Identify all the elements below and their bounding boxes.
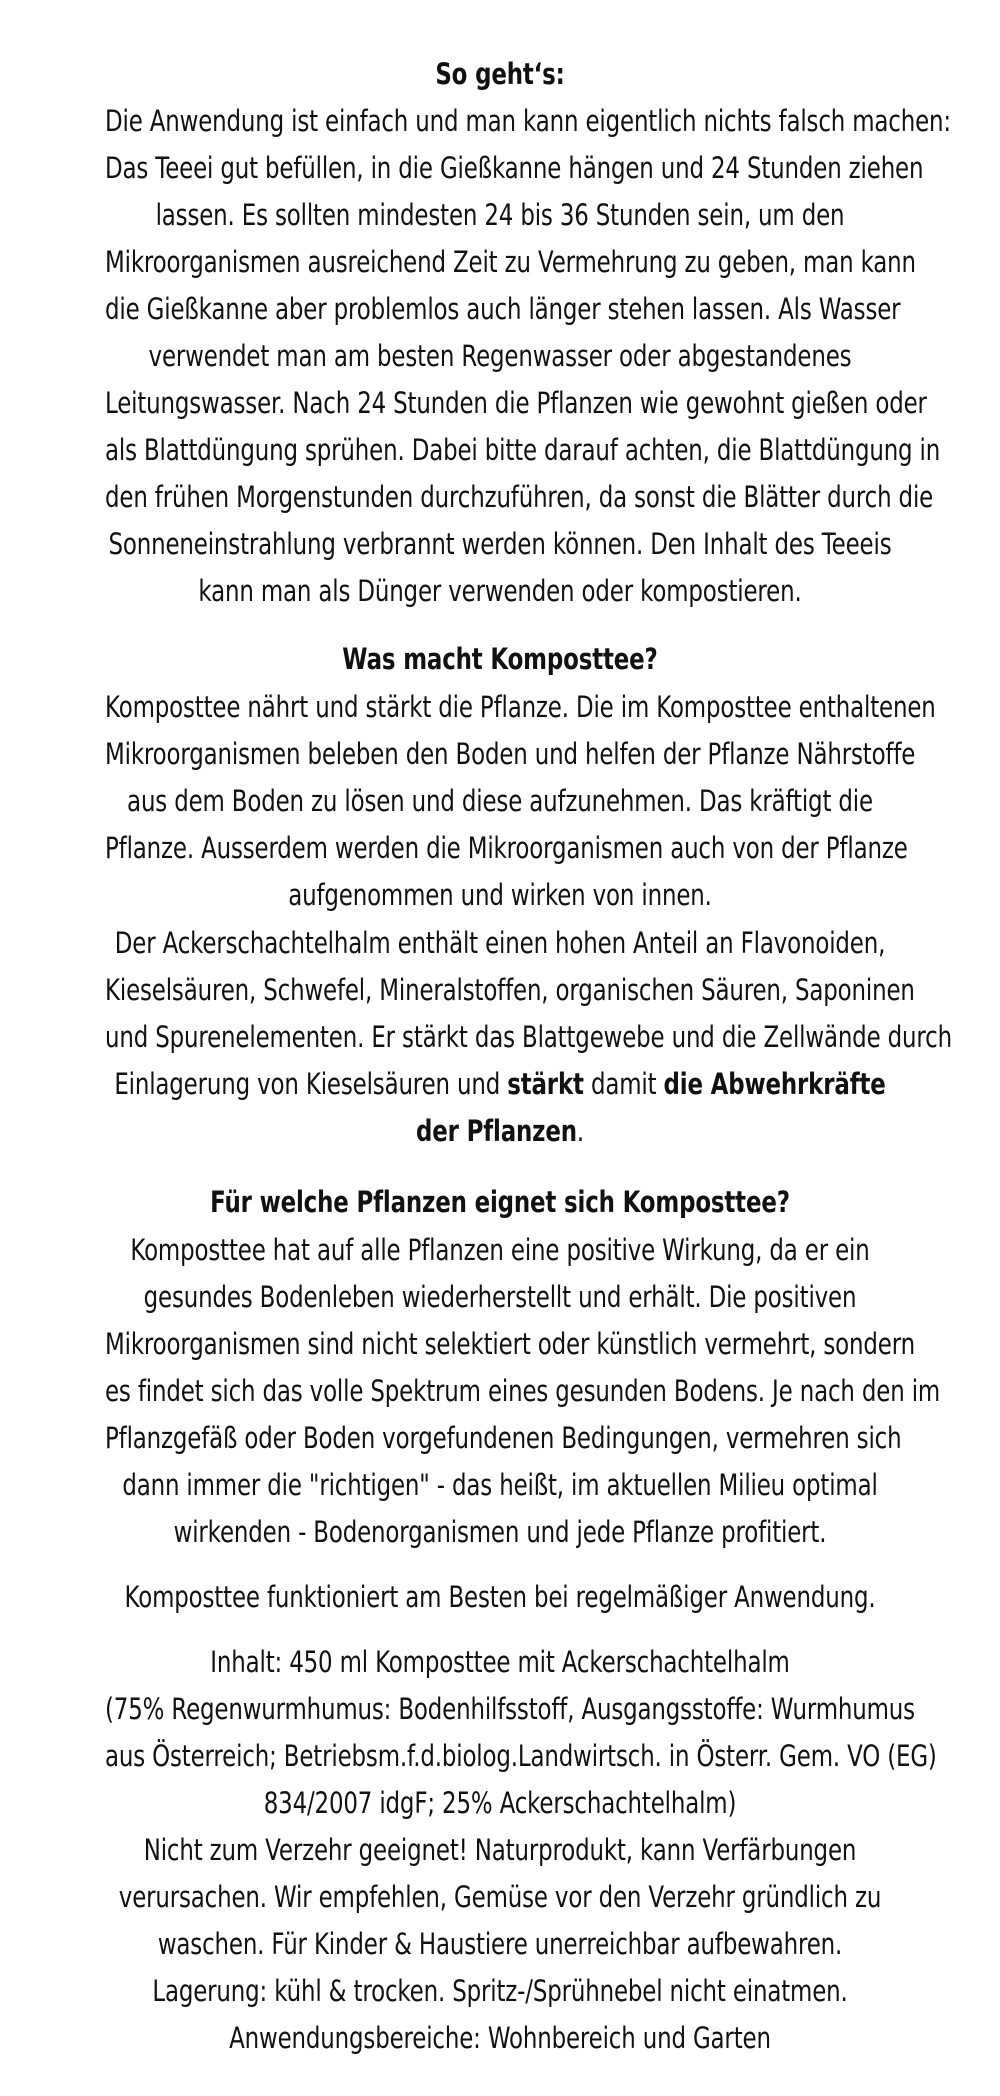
text-line: es findet sich das volle Spektrum eines gesunden Bodens. Je nach den im [105, 1374, 941, 1408]
text-line: den frühen Morgenstunden durchzuführen, da sonst die Blätter durch die [105, 480, 934, 514]
emphasis-staerkt: stärkt [507, 1067, 584, 1101]
text-line: Mikroorganismen beleben den Boden und helfen der Pflanze Nährstoffe [105, 737, 916, 771]
text-line: Inhalt: 450 ml Komposttee mit Ackerschachtelhalm [210, 1645, 790, 1679]
text-line: Pflanze. Ausserdem werden die Mikroorganismen auch von der Pflanze [105, 831, 908, 865]
text-line: 834/2007 idgF; 25% Ackerschachtelhalm) [263, 1786, 737, 1820]
text-line-emphasis [105, 1109, 895, 1153]
text-line: als Blattdüngung sprühen. Dabei bitte darauf achten, die Blattdüngung in [105, 433, 941, 467]
text-line: Lagerung: kühl & trocken. Spritz-/Sprühnebel nicht einatmen. [152, 1974, 848, 2008]
text-line: Komposttee funktioniert am Besten bei regelmäßiger Anwendung. [124, 1580, 876, 1614]
heading-was-macht-komposttee: Was macht Komposttee? [342, 642, 658, 676]
text-line: Mikroorganismen sind nicht selektiert oder künstlich vermehrt, sondern [105, 1327, 915, 1361]
text-line: Mikroorganismen ausreichend Zeit zu Vermehrung zu geben, man kann [105, 245, 916, 279]
text-line: Anwendungsbereiche: Wohnbereich und Garten [229, 2021, 771, 2055]
text-line: verursachen. Wir empfehlen, Gemüse vor den Verzehr gründlich zu [118, 1880, 882, 1914]
text-line: kann man als Dünger verwenden oder kompostieren. [198, 574, 802, 608]
text-line: aus dem Boden zu lösen und diese aufzunehmen. Das kräftigt die [127, 784, 873, 818]
text-line: lassen. Es sollten mindesten 24 bis 36 Stunden sein, um den [155, 198, 845, 232]
text-run: damit [583, 1067, 664, 1101]
text-line: dann immer die "richtigen" - das heißt, im aktuellen Milieu optimal [122, 1468, 878, 1502]
text-line: Nicht zum Verzehr geeignet! Naturprodukt, kann Verfärbungen [143, 1833, 857, 1867]
text-line: Pflanzgefäß oder Boden vorgefundenen Bedingungen, vermehren sich [105, 1421, 902, 1455]
text-line: Kieselsäuren, Schwefel, Mineralstoffen, organischen Säuren, Saponinen [105, 973, 915, 1007]
text-line: Leitungswasser. Nach 24 Stunden die Pflanzen wie gewohnt gießen oder [105, 386, 927, 420]
text-line: wirkenden - Bodenorganismen und jede Pflanze profitiert. [173, 1515, 827, 1549]
text-run: . [576, 1114, 585, 1148]
text-line: aufgenommen und wirken von innen. [288, 878, 712, 912]
emphasis-der-pflanzen: der Pflanzen [415, 1114, 577, 1148]
text-run: Einlagerung von Kieselsäuren und [114, 1067, 508, 1101]
text-line: Der Ackerschachtelhalm enthält einen hohen Anteil an Flavonoiden, [114, 926, 886, 960]
text-line-emphasis [105, 1062, 895, 1106]
text-line: (75% Regenwurmhumus: Bodenhilfsstoff, Ausgangsstoffe: Wurmhumus [105, 1692, 915, 1726]
heading-fuer-welche-pflanzen: Für welche Pflanzen eignet sich Komposttee? [210, 1185, 790, 1219]
text-line: Die Anwendung ist einfach und man kann eigentlich nichts falsch machen: [105, 104, 951, 138]
text-line: Sonneneinstrahlung verbrannt werden können. Den Inhalt des Teeeis [108, 527, 892, 561]
text-line: Komposttee hat auf alle Pflanzen eine positive Wirkung, da er ein [130, 1233, 870, 1267]
text-line: verwendet man am besten Regenwasser oder abgestandenes [148, 339, 852, 373]
text-line: waschen. Für Kinder & Haustiere unerreichbar aufbewahren. [157, 1927, 843, 1961]
text-line: Komposttee nährt und stärkt die Pflanze. Die im Komposttee enthaltenen [105, 690, 936, 724]
heading-so-gehts: So geht‘s: [435, 57, 565, 91]
text-line: die Gießkanne aber problemlos auch länger stehen lassen. Als Wasser [105, 292, 901, 326]
text-line: aus Österreich; Betriebsm.f.d.biolog.Landwirtsch. in Österr. Gem. VO (EG) [105, 1739, 937, 1773]
emphasis-abwehrkraefte: die Abwehrkräfte [663, 1067, 886, 1101]
text-line: Das Teeei gut befüllen, in die Gießkanne hängen und 24 Stunden ziehen [105, 151, 924, 185]
text-line: und Spurenelementen. Er stärkt das Blattgewebe und die Zellwände durch [105, 1020, 952, 1054]
text-line: gesundes Bodenleben wiederherstellt und erhält. Die positiven [143, 1280, 857, 1314]
